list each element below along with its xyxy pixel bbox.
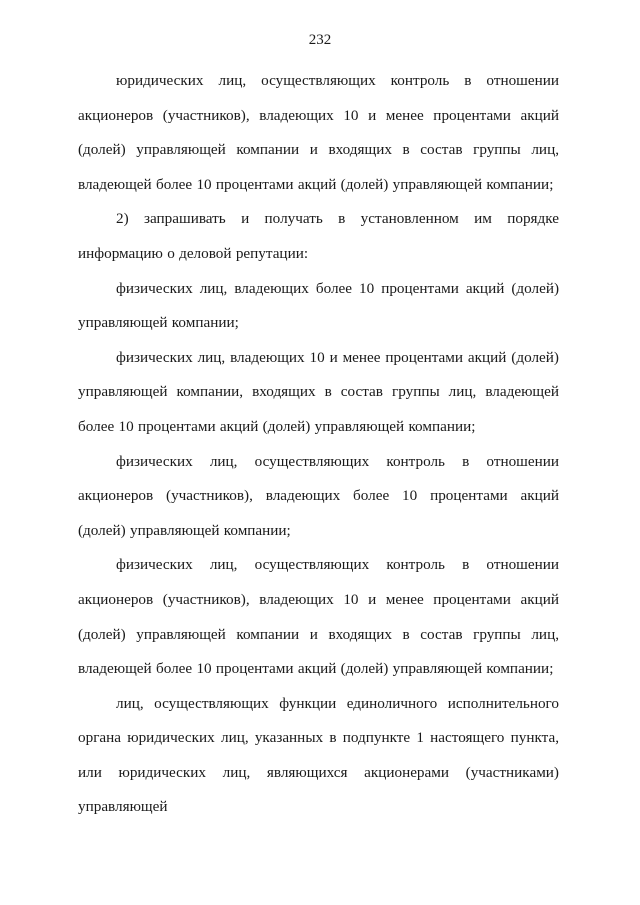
- document-body: [78, 64, 559, 825]
- paragraph-individuals-10-or-less: физических лиц, владеющих 10 и менее процентами акций (долей) управляющей компании, входящих в состав группы лиц, владеющей более 10 процентами акций (долей) управляющей компании;: [78, 348, 559, 435]
- paragraph-individuals-control-over-10: физических лиц, осуществляющих контроль в отношении акционеров (участников), владеющих более 10 процентами акций (долей) управляющей компании;: [78, 452, 559, 539]
- paragraph-individuals-control-10-or-less: физических лиц, осуществляющих контроль в отношении акционеров (участников), владеющих 10 и менее процентами акций (долей) управляющей компании и входящих в состав группы лиц, владеющей более 10 процентами акций (долей) управляющей компании;: [78, 556, 559, 678]
- paragraph-individuals-over-10: физических лиц, владеющих более 10 процентами акций (долей) управляющей компании;: [78, 279, 559, 332]
- paragraph-executive-body: лиц, осуществляющих функции единоличного исполнительного органа юридических лиц, указанных в подпункте 1 настоящего пункта, или юридических лиц, являющихся акционерами (участниками) управляющей: [78, 694, 559, 816]
- paragraph-legal-entities-control: юридических лиц, осуществляющих контроль в отношении акционеров (участников), владеющих 10 и менее процентами акций (долей) управляющей компании и входящих в состав группы лиц, владеющей более 10 процентами акций (долей) управляющей компании;: [78, 72, 559, 193]
- page-number: 232: [308, 32, 332, 48]
- paragraph-request-info: 2) запрашивать и получать в установленном им порядке информацию о деловой репутации:: [78, 210, 559, 262]
